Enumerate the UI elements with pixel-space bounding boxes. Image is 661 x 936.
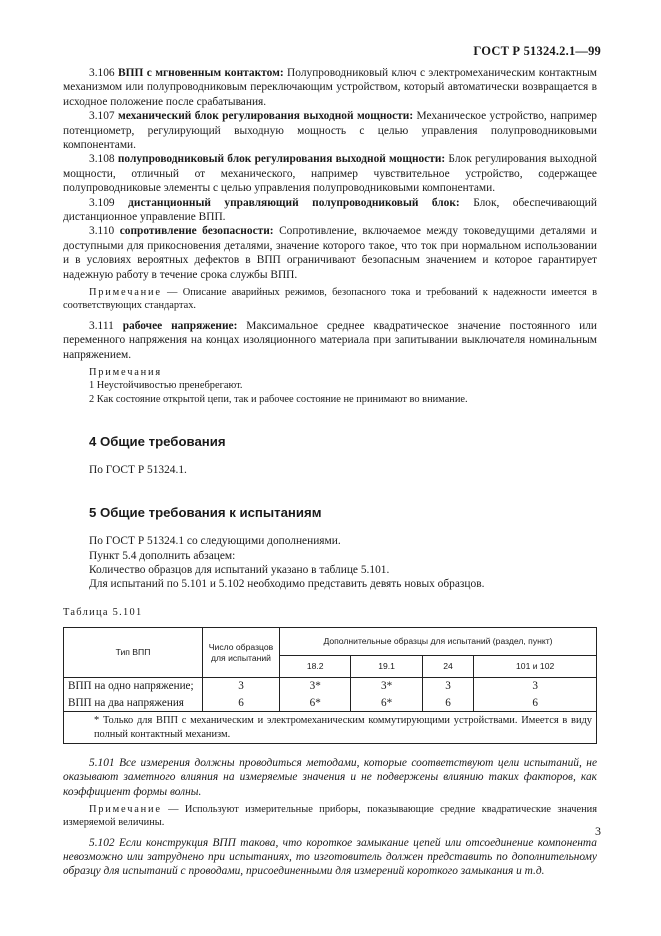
sub-col-header: 101 и 102 bbox=[474, 656, 597, 678]
definition-text: Сопротивление, включаемое между токоведущими деталями и доступными для прикосновения деталями, значение которого такое, что ток при нормальном использовании и в условиях вероятных дефектов в ВПП ограничивают безопасным значением и которое гарантирует надежную работу в течение срока службы ВПП. bbox=[63, 225, 597, 281]
section-4-heading: 4 Общие требования bbox=[89, 433, 226, 449]
note-label: Примечание bbox=[89, 804, 162, 816]
definition-3-111 bbox=[63, 319, 597, 362]
note-item: 1 Неустойчивостью пренебрегают. bbox=[89, 380, 243, 392]
cell-value: 3 bbox=[474, 678, 597, 695]
cell-value: 3 bbox=[422, 678, 474, 695]
cell-value: 3* bbox=[280, 678, 351, 695]
clause-number: 3.106 bbox=[89, 67, 115, 79]
cell-type: ВПП на два напряжения bbox=[64, 695, 203, 712]
cell-value: 3* bbox=[351, 678, 422, 695]
clause-number: 3.109 bbox=[89, 196, 115, 209]
defined-term: рабочее напряжение: bbox=[122, 319, 238, 332]
definition-3-109 bbox=[63, 196, 597, 225]
defined-term: механический блок регулирования выходной мощности: bbox=[118, 110, 414, 123]
clause-number: 3.108 bbox=[89, 153, 115, 166]
section-4-text: По ГОСТ Р 51324.1. bbox=[89, 463, 187, 476]
paragraph-5-102: 5.102 Если конструкция ВПП такова, что короткое замыкание цепей или отсоединение компонента невозможно или затруднено при испытаниях, то изготовитель должен представить по дополнительному образцу для испытаний с проводами, присоединенными для измерений короткого замыкания и т.д. bbox=[63, 836, 597, 878]
definition-text: Блок регулирования выходной мощности, отличный от механического, например чувствительное устройство, содержащее полупроводниковые элементы с целью управления полупроводниковыми компонентами. bbox=[63, 153, 597, 195]
definition-text: Блок, обеспечивающий дистанционное управление ВПП. bbox=[63, 196, 597, 224]
cell-value: 6* bbox=[351, 695, 422, 712]
note-label: Примечание bbox=[89, 287, 162, 299]
definition-3-110 bbox=[63, 224, 597, 282]
page-number: 3 bbox=[595, 824, 601, 838]
cell-value: 6 bbox=[474, 695, 597, 712]
defined-term: сопротивление безопасности: bbox=[119, 225, 274, 238]
definition-text: Максимальное среднее квадратическое значение постоянного или переменного напряжения на концах изоляционного материала при запитывании выключателя номинальным напряжением. bbox=[63, 319, 597, 361]
page-content bbox=[63, 66, 597, 879]
section-5-line: Для испытаний по 5.101 и 5.102 необходимо представить девять новых образцов. bbox=[89, 578, 485, 591]
notes-3-111-label: Примечания bbox=[89, 366, 162, 378]
defined-term: полупроводниковый блок регулирования выходной мощности: bbox=[117, 153, 446, 166]
cell-value: 6 bbox=[422, 695, 474, 712]
defined-term: ВПП с мгновенным контактом: bbox=[118, 67, 284, 79]
table-caption-number: 5.101 bbox=[112, 606, 143, 618]
definition-text: Полупроводниковый ключ с электромеханическим контактным механизмом или полупроводниковым переключающим устройством, который автоматически возвращается в исходное положение после срабатывания. bbox=[63, 67, 597, 108]
sub-col-header: 19.1 bbox=[351, 656, 422, 678]
table-row bbox=[64, 695, 597, 712]
cell-value: 6* bbox=[280, 695, 351, 712]
col-header-type: Тип ВПП bbox=[64, 628, 203, 678]
table-footnote: * Только для ВПП с механическим и электромеханическим коммутирующими устройствами. Имеется в виду полный контактный механизм. bbox=[64, 712, 597, 744]
document-code-header: ГОСТ Р 51324.2.1—99 bbox=[473, 44, 601, 58]
table-caption-label: Таблица bbox=[63, 606, 109, 618]
sub-col-header: 24 bbox=[422, 656, 474, 678]
col-header-count: Число образцов для испытаний bbox=[203, 628, 280, 678]
cell-count: 6 bbox=[203, 695, 280, 712]
section-5-line: Пункт 5.4 дополнить абзацем: bbox=[89, 549, 236, 562]
note-3-110 bbox=[63, 286, 597, 313]
cell-count: 3 bbox=[203, 678, 280, 695]
definition-text: Механическое устройство, например потенциометр, регулирующий выходную мощность с целью управления полупроводниковыми компонентами. bbox=[63, 110, 597, 152]
table-row bbox=[64, 678, 597, 695]
note-5-101 bbox=[63, 803, 597, 830]
section-5-line: По ГОСТ Р 51324.1 со следующими дополнениями. bbox=[89, 535, 341, 548]
definition-3-108 bbox=[63, 152, 597, 195]
paragraph-5-101: 5.101 Все измерения должны проводиться методами, которые соответствуют цели испытаний, не оказывают заметного влияния на измеряемые значения и не подвержены влиянию таких факторов, как коэффициент формы волны. bbox=[63, 756, 597, 798]
defined-term: дистанционный управляющий полупроводниковый блок: bbox=[128, 196, 460, 209]
section-5-heading: 5 Общие требования к испытаниям bbox=[89, 505, 322, 521]
col-header-additional: Дополнительные образцы для испытаний (раздел, пункт) bbox=[280, 628, 597, 656]
table-caption bbox=[63, 606, 597, 620]
note-item: 2 Как состояние открытой цепи, так и рабочее состояние не принимают во внимание. bbox=[89, 393, 468, 405]
cell-type: ВПП на одно напряжение; bbox=[64, 678, 203, 695]
samples-table bbox=[63, 627, 597, 744]
clause-number: 3.110 bbox=[89, 225, 115, 238]
note-text: — Используют измерительные приборы, показывающие средние квадратические значения измеряемой величины. bbox=[63, 804, 597, 829]
clause-number: 3.107 bbox=[89, 110, 115, 123]
note-text: — Описание аварийных режимов, безопасного тока и требований к надежности имеется в соответствующих стандартах. bbox=[63, 287, 597, 312]
clause-number: 3.111 bbox=[89, 319, 114, 332]
sub-col-header: 18.2 bbox=[280, 656, 351, 678]
definition-3-107 bbox=[63, 109, 597, 152]
section-5-line: Количество образцов для испытаний указано в таблице 5.101. bbox=[89, 564, 390, 577]
definition-3-106 bbox=[63, 66, 597, 109]
